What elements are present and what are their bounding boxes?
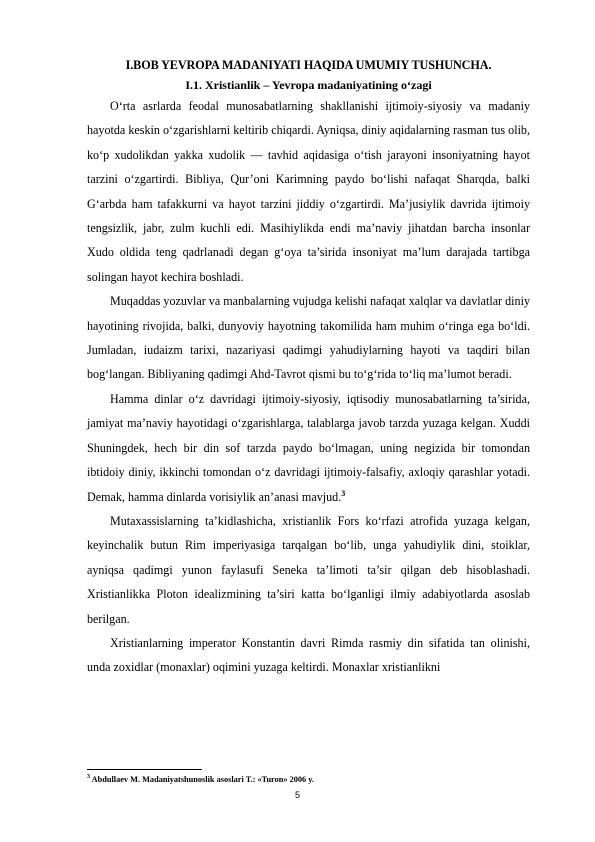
paragraph-text: O‘rta asrlarda feodal munosabatlarning shakllanishi ijtimoiy-siyosiy va madaniy hayotda keskin o‘zgarishlarni keltirib chiqardi. Ayniqsa, diniy aqidalarning rasman tus olib, ko‘p xudolikdan yakka xudolik — tavhid aqidasiga o‘tish jarayoni insoniyatning hayot tarzini o‘zgartirdi. Bibliya, Qur’oni Karimning paydo bo‘lishi nafaqat Sharqda, balki G‘arbda ham tafakkurni va hayot tarzini jiddiy o‘zgartirdi. Ma’jusiylik davrida ijtimoiy tengsizlik, jabr, zulm kuchli edi. Masihiylikda endi ma’naviy jihatdan barcha insonlar Xudo oldida teng qadrlanadi degan g‘oya ta’sirida insoniyat ma’lum darajada tartibga solingan hayot kechira boshladi. xyxy=(87,99,530,284)
paragraph-5 xyxy=(87,631,530,680)
chapter-title: I.BOB YEVROPA MADANIYATI HAQIDA UMUMIY TUSHUNCHA. xyxy=(125,58,492,72)
page-body xyxy=(87,56,530,680)
footnote-divider xyxy=(87,769,202,770)
footnote-reference[interactable]: 3 xyxy=(341,488,346,498)
paragraph-text: Hamma dinlar o‘z davridagi ijtimoiy-siyosiy, iqtisodiy munosabatlarning ta’sirida, jamiyat ma’naviy hayotidagi o‘zgarishlarga, talablarga javob tarzda yuzaga kelgan. Xuddi Shuningdek, hech bir din sof tarzda paydo bo‘lmagan, uning negizida bir tomondan ibtidoiy diniy, ikkinchi tomondan o‘z davridagi ijtimoiy-falsafiy, axloqiy qarashlar yotadi. Demak, hamma dinlarda vorisiylik an’anasi mavjud. xyxy=(87,391,530,504)
footnote-text: Abdullaev M. Madaniyatshunoslik asoslari T.: «Turon» 2006 y. xyxy=(91,774,315,784)
page-number: 5 xyxy=(294,790,300,800)
paragraph-text: Xristianlarning imperator Konstantin davri Rimda rasmiy din sifatida tan olinishi, unda zoxidlar (monaxlar) oqimini yuzaga keltirdi. Monaxlar xristianlikni xyxy=(87,635,530,675)
footnote-number: 3 xyxy=(87,774,90,780)
section-title: I.1. Xristianlik – Yevropa madaniyatining o‘zagi xyxy=(185,78,432,92)
paragraph-3 xyxy=(87,387,530,509)
paragraph-text: Muqaddas yozuvlar va manbalarning vujudga kelishi nafaqat xalqlar va davlatlar diniy hayotining rivojida, balki, dunyoviy hayotning takomilida ham muhim o‘ringa ega bo‘ldi. Jumladan, iudaizm tarixi, nazariyasi qadimgi yahudiylarning hayoti va taqdiri bilan bog‘langan. Bibliyaning qadimgi Ahd-Tavrot qismi bu to‘g‘rida to‘liq ma’lumot beradi. xyxy=(87,294,530,382)
paragraph-text: Mutaxassislarning ta’kidlashicha, xristianlik Fors ko‘rfazi atrofida yuzaga kelgan, keyinchalik butun Rim imperiyasiga tarqalgan bo‘lib, unga yahudiylik dini, stoiklar, ayniqsa qadimgi yunon faylasufi Seneka ta’limoti ta’sir qilgan deb hisoblashadi. Xristianlikka Ploton idealizmining ta’siri katta bo‘lganligi ilmiy adabiyotlarda asoslab berilgan. xyxy=(87,513,530,626)
paragraph-4 xyxy=(87,509,530,631)
footnote xyxy=(87,772,530,785)
paragraph-2 xyxy=(87,289,530,387)
paragraph-1 xyxy=(87,94,530,289)
